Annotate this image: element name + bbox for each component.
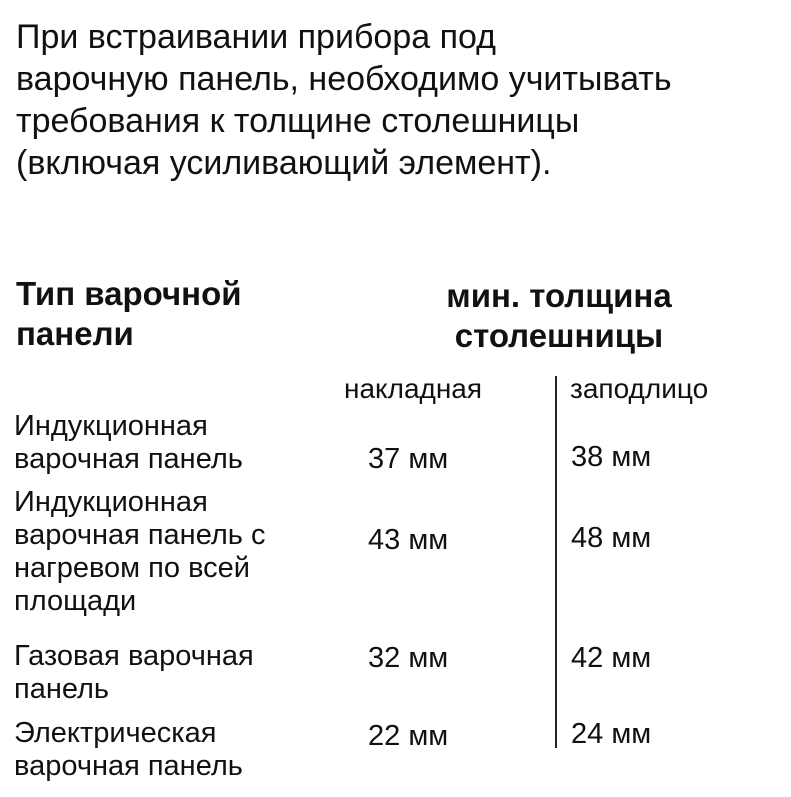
intro-line: (включая усиливающий элемент). <box>16 144 552 182</box>
hob-type-name <box>14 410 243 476</box>
subheader-overlay: накладная <box>344 373 483 404</box>
hob-type-name-line: Электрическая <box>14 717 217 749</box>
hob-type-name-line: варочная панель <box>14 750 243 782</box>
hob-type-name-line: варочная панель <box>14 443 243 475</box>
header-min-thickness-line: столешницы <box>454 317 664 354</box>
hob-type-name-line: площади <box>14 585 137 617</box>
hob-type-name-line: варочная панель с <box>14 519 266 551</box>
header-hob-type-line: панели <box>16 315 134 352</box>
hob-type-name <box>14 717 243 783</box>
hob-type-name <box>14 640 254 706</box>
header-min-thickness-line: мин. толщина <box>446 277 672 314</box>
overlay-value: 43 мм <box>368 524 449 556</box>
hob-type-name-line: Индукционная <box>14 410 208 442</box>
header-hob-type-line: Тип варочной <box>16 275 242 312</box>
flush-value: 24 мм <box>571 718 652 750</box>
hob-type-name <box>14 486 265 618</box>
overlay-value: 32 мм <box>368 642 449 674</box>
column-divider <box>555 376 557 748</box>
header-hob-type <box>16 274 242 354</box>
hob-type-name-line: панель <box>14 673 110 705</box>
flush-value: 48 мм <box>571 522 652 554</box>
intro-line: При встраивании прибора под <box>16 18 497 56</box>
subheader-flush: заподлицо <box>570 373 709 404</box>
overlay-value: 37 мм <box>368 443 449 475</box>
hob-type-name-line: Индукционная <box>14 486 208 518</box>
hob-type-name-line: нагревом по всей <box>14 552 250 584</box>
overlay-value: 22 мм <box>368 720 449 752</box>
header-min-thickness <box>418 276 700 356</box>
flush-value: 42 мм <box>571 642 652 674</box>
intro-line: требования к толщине столешницы <box>16 102 580 140</box>
flush-value: 38 мм <box>571 441 652 473</box>
hob-type-name-line: Газовая варочная <box>14 640 254 672</box>
intro-paragraph <box>16 16 786 184</box>
intro-line: варочную панель, необходимо учитывать <box>16 60 672 98</box>
